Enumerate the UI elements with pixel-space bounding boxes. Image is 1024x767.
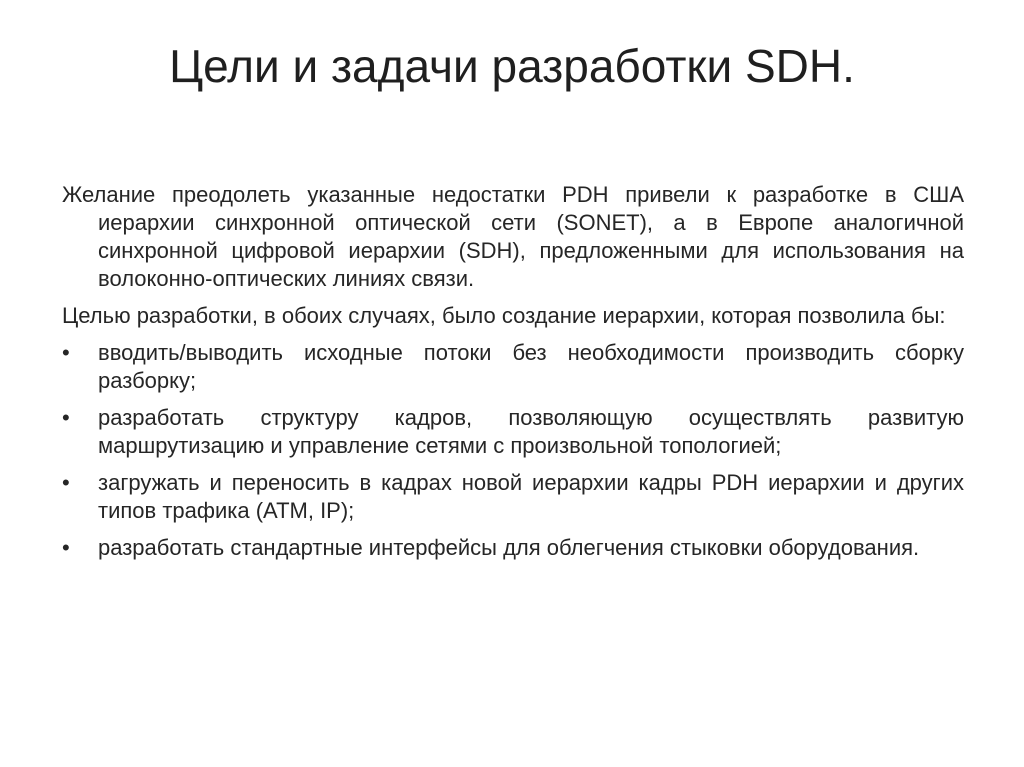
bullet-text: загружать и переносить в кадрах новой иерархии кадры PDH иерархии и других типов трафика (ATM, IP);	[98, 470, 964, 523]
slide-title: Цели и задачи разработки SDH.	[169, 40, 855, 92]
bullet-icon: •	[62, 535, 70, 560]
bullet-item	[62, 469, 964, 525]
slide-body	[62, 181, 964, 571]
bullet-text: вводить/выводить исходные потоки без необходимости производить сборку разборку;	[98, 340, 964, 393]
paragraph-intro: Желание преодолеть указанные недостатки PDH привели к разработке в США иерархии синхронной оптической сети (SONET), а в Европе аналогичной синхронной цифровой иерархии (SDH), предложенными для использования на волоконно-оптических линиях связи.	[62, 182, 964, 291]
bullet-icon: •	[62, 470, 70, 495]
bullet-item	[62, 339, 964, 395]
bullet-item	[62, 404, 964, 460]
bullet-item	[62, 534, 964, 562]
paragraph-goal: Целью разработки, в обоих случаях, было создание иерархии, которая позволила бы:	[62, 303, 946, 328]
bullet-icon: •	[62, 405, 70, 430]
bullet-icon: •	[62, 340, 70, 365]
bullet-text: разработать структуру кадров, позволяющую осуществлять развитую маршрутизацию и управление сетями с произвольной топологией;	[98, 405, 964, 458]
bullet-text: разработать стандартные интерфейсы для облегчения стыковки оборудования.	[98, 535, 920, 560]
